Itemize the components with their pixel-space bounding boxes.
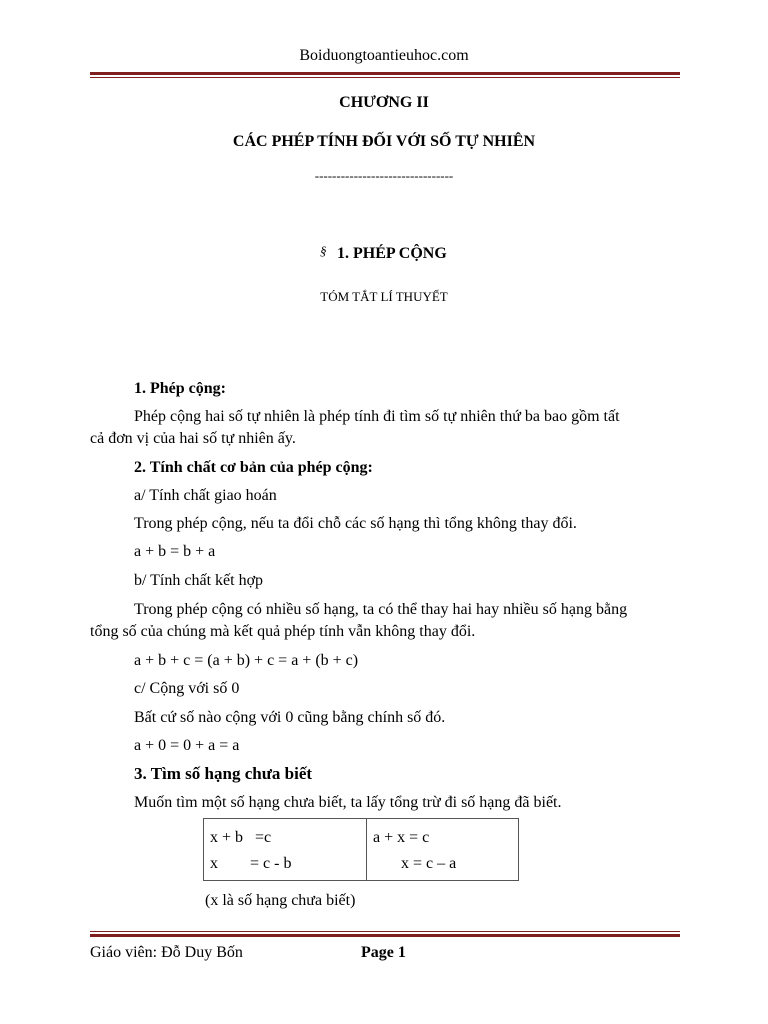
header-rule-thick (90, 72, 680, 75)
header-site: Boiduongtoantieuhoc.com (299, 47, 469, 64)
heading-tim-so-hang: 3. Tìm số hạng chưa biết (134, 764, 313, 783)
header-rule-thin (90, 77, 680, 78)
chapter-label: CHƯƠNG II (339, 94, 429, 111)
text-cong-voi-0: Bất cứ số nào cộng với 0 cũng bằng chính số đó. (134, 709, 446, 726)
footer-page-number: Page 1 (361, 944, 406, 961)
subheading-ket-hop: b/ Tính chất kết hợp (134, 572, 264, 589)
section-subtitle: TÓM TẮT LÍ THUYẾT (320, 289, 448, 304)
table-left-line-1: x + b =c (210, 829, 272, 846)
formula-ket-hop: a + b + c = (a + b) + c = a + (b + c) (134, 652, 359, 669)
chapter-divider: -------------------------------- (314, 168, 454, 183)
subheading-giao-hoan: a/ Tính chất giao hoán (134, 487, 277, 504)
table-left-line-2: x = c - b (210, 855, 292, 872)
table-cell-left (204, 819, 367, 881)
footer-rule-thin (90, 931, 680, 932)
find-term-table (203, 818, 519, 881)
table-right-line-1: a + x = c (373, 829, 430, 846)
chapter-title: CÁC PHÉP TÍNH ĐỐI VỚI SỐ TỰ NHIÊN (232, 133, 536, 150)
table-cell-right (367, 819, 519, 881)
footer-rule-thick (90, 934, 680, 937)
section-title: 1. PHÉP CỘNG (337, 245, 447, 262)
text-giao-hoan: Trong phép cộng, nếu ta đổi chỗ các số hạng thì tổng không thay đổi. (134, 515, 577, 532)
text-tim-so-hang: Muốn tìm một số hạng chưa biết, ta lấy tổng trừ đi số hạng đã biết. (134, 794, 562, 811)
text-ket-hop-line-2: tổng số của chúng mà kết quả phép tính vẫn không thay đổi. (90, 623, 476, 640)
heading-tinh-chat: 2. Tính chất cơ bản của phép cộng: (134, 459, 373, 476)
paragraph-1-line-2: cả đơn vị của hai số tự nhiên ấy. (90, 430, 296, 447)
heading-phep-cong: 1. Phép cộng: (134, 380, 226, 397)
table-right-line-2: x = c – a (401, 855, 457, 872)
text-ket-hop-line-1: Trong phép cộng có nhiều số hạng, ta có thể thay hai hay nhiều số hạng bằng (134, 601, 628, 618)
formula-giao-hoan: a + b = b + a (134, 543, 216, 560)
note-unknown-term: (x là số hạng chưa biết) (205, 892, 356, 909)
subheading-cong-voi-0: c/ Cộng với số 0 (134, 680, 240, 697)
footer-teacher: Giáo viên: Đỗ Duy Bốn (90, 944, 243, 961)
paragraph-1-line-1: Phép cộng hai số tự nhiên là phép tính đi tìm số tự nhiên thứ ba bao gồm tất (134, 408, 620, 425)
section-symbol: § (320, 243, 327, 258)
formula-cong-voi-0: a + 0 = 0 + a = a (134, 737, 240, 754)
